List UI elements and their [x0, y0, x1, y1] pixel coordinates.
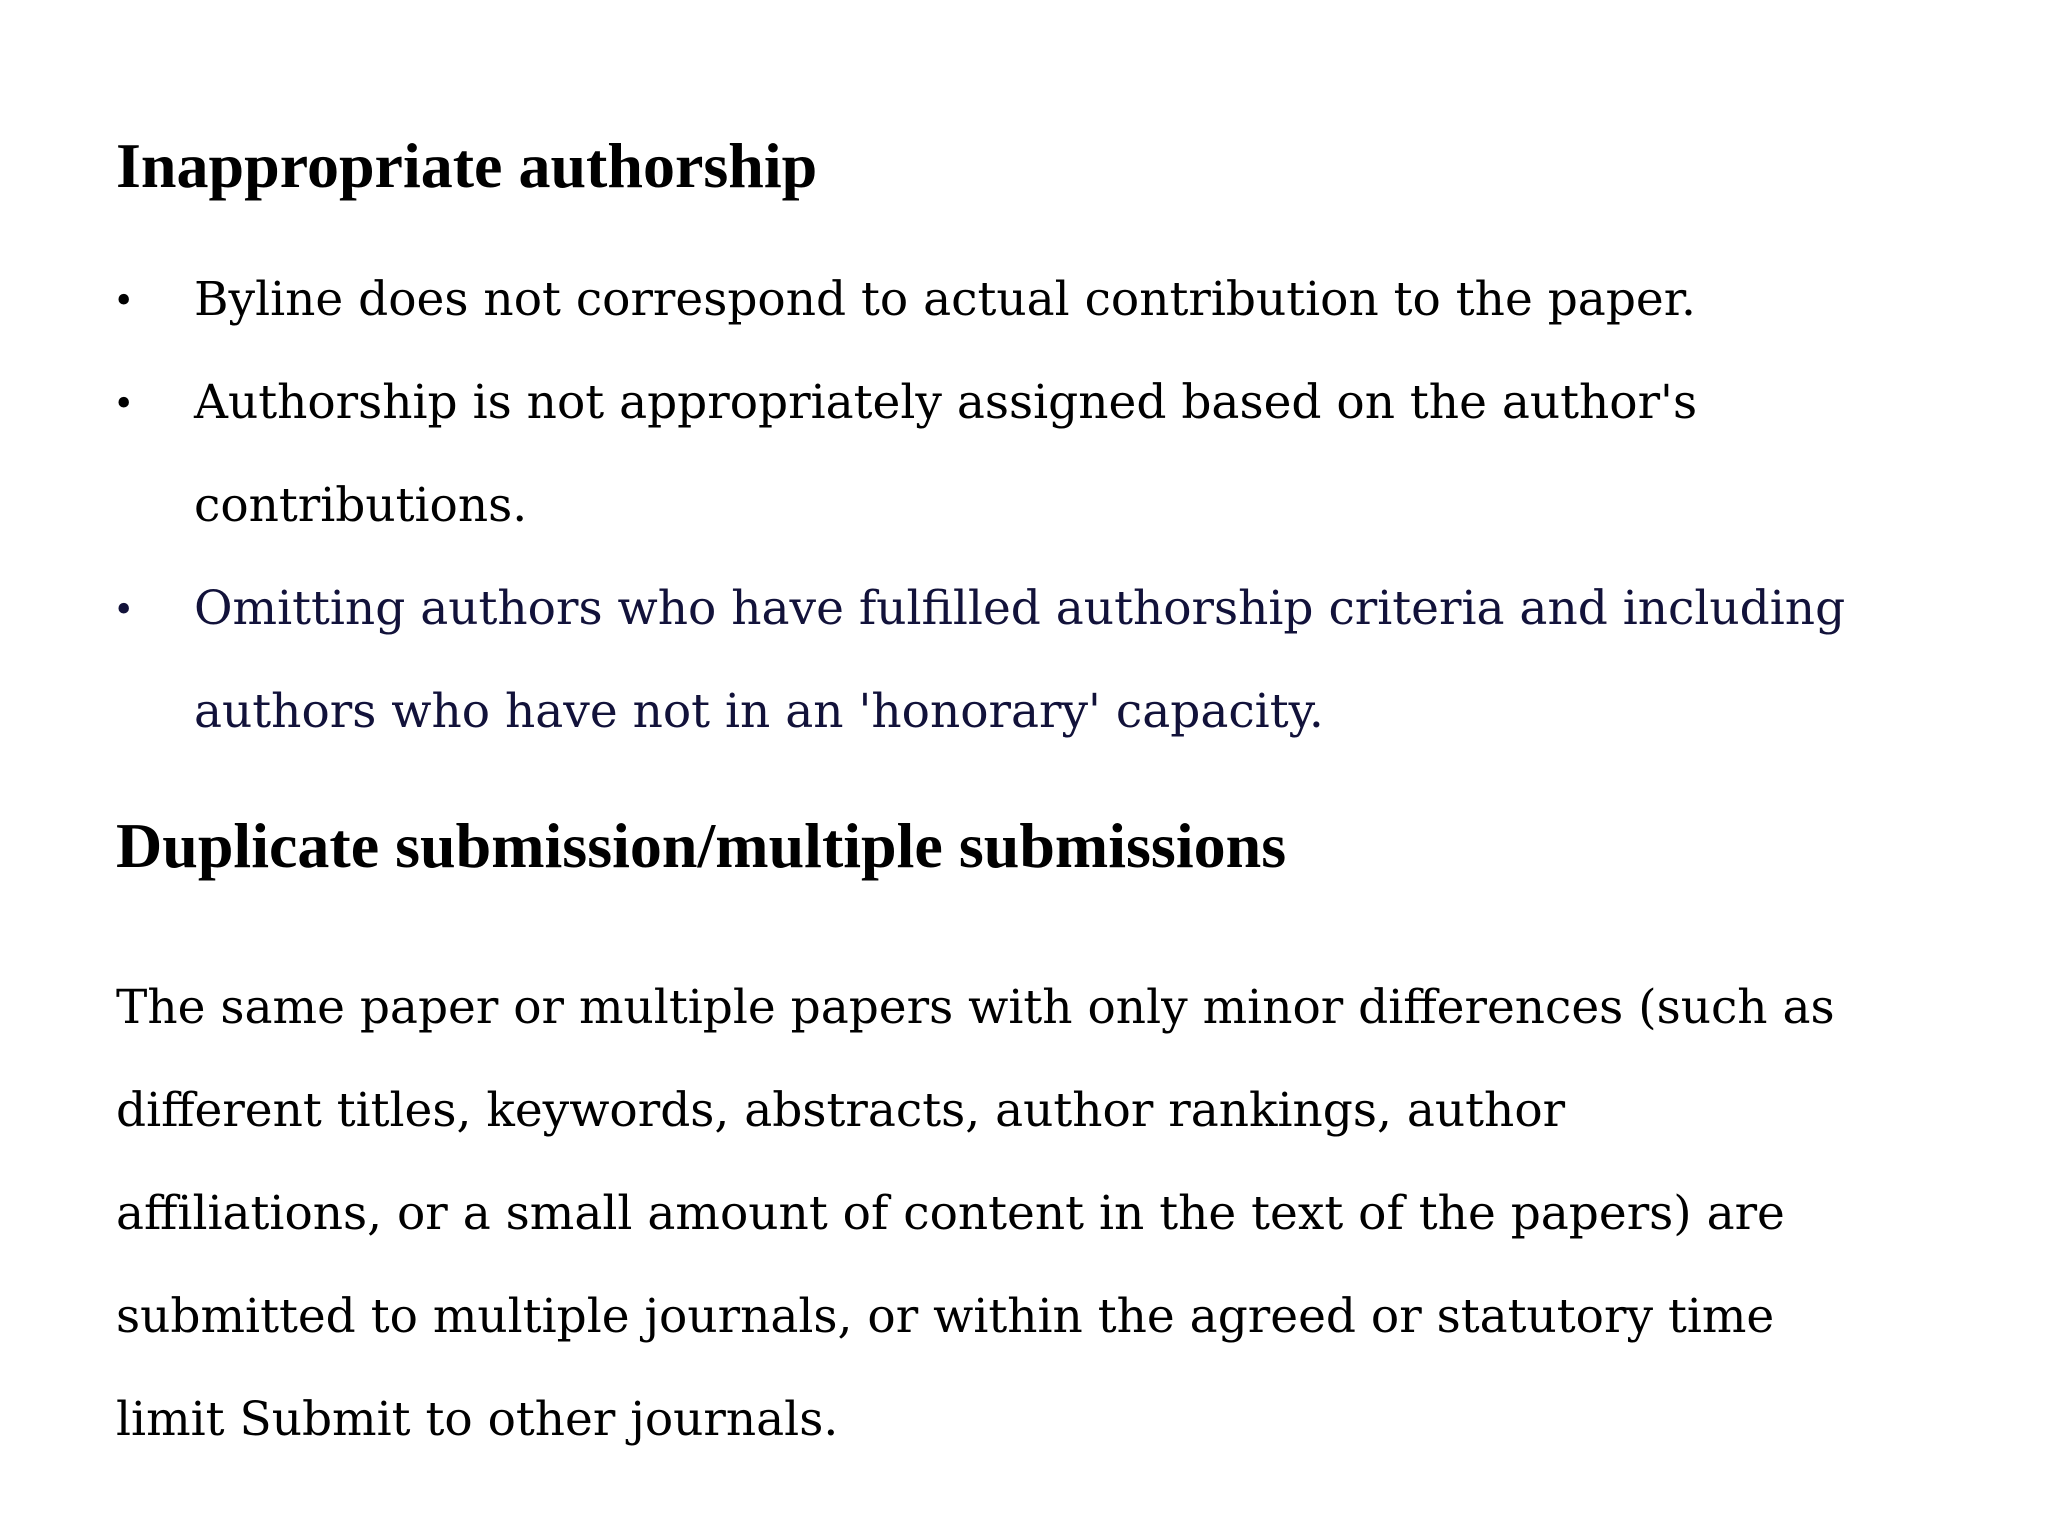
list-item-text: Omitting authors who have fulfilled authorship criteria and including authors who have not in an 'honorary' capacity.: [194, 581, 1846, 739]
list-item: [116, 351, 1896, 557]
bullet-icon: •: [116, 584, 132, 633]
authorship-bullet-list: [116, 248, 1896, 763]
section-heading-duplicate-submission: Duplicate submission/multiple submissions: [116, 810, 1287, 881]
section-heading-inappropriate-authorship: Inappropriate authorship: [116, 130, 818, 201]
list-item-text: Byline does not correspond to actual contribution to the paper.: [194, 272, 1696, 327]
bullet-icon: •: [116, 378, 132, 427]
list-item: [116, 557, 1896, 763]
list-item-text: Authorship is not appropriately assigned based on the author's contributions.: [194, 375, 1698, 533]
list-item: [116, 248, 1896, 351]
duplicate-submission-paragraph: The same paper or multiple papers with only minor differences (such as different titles, keywords, abstracts, author rankings, author affiliations, or a small amount of content in the text of the papers) are submitted to multiple journals, or within the agreed or statutory time limit Submit to other journals.: [116, 980, 1835, 1447]
bullet-icon: •: [116, 275, 132, 324]
